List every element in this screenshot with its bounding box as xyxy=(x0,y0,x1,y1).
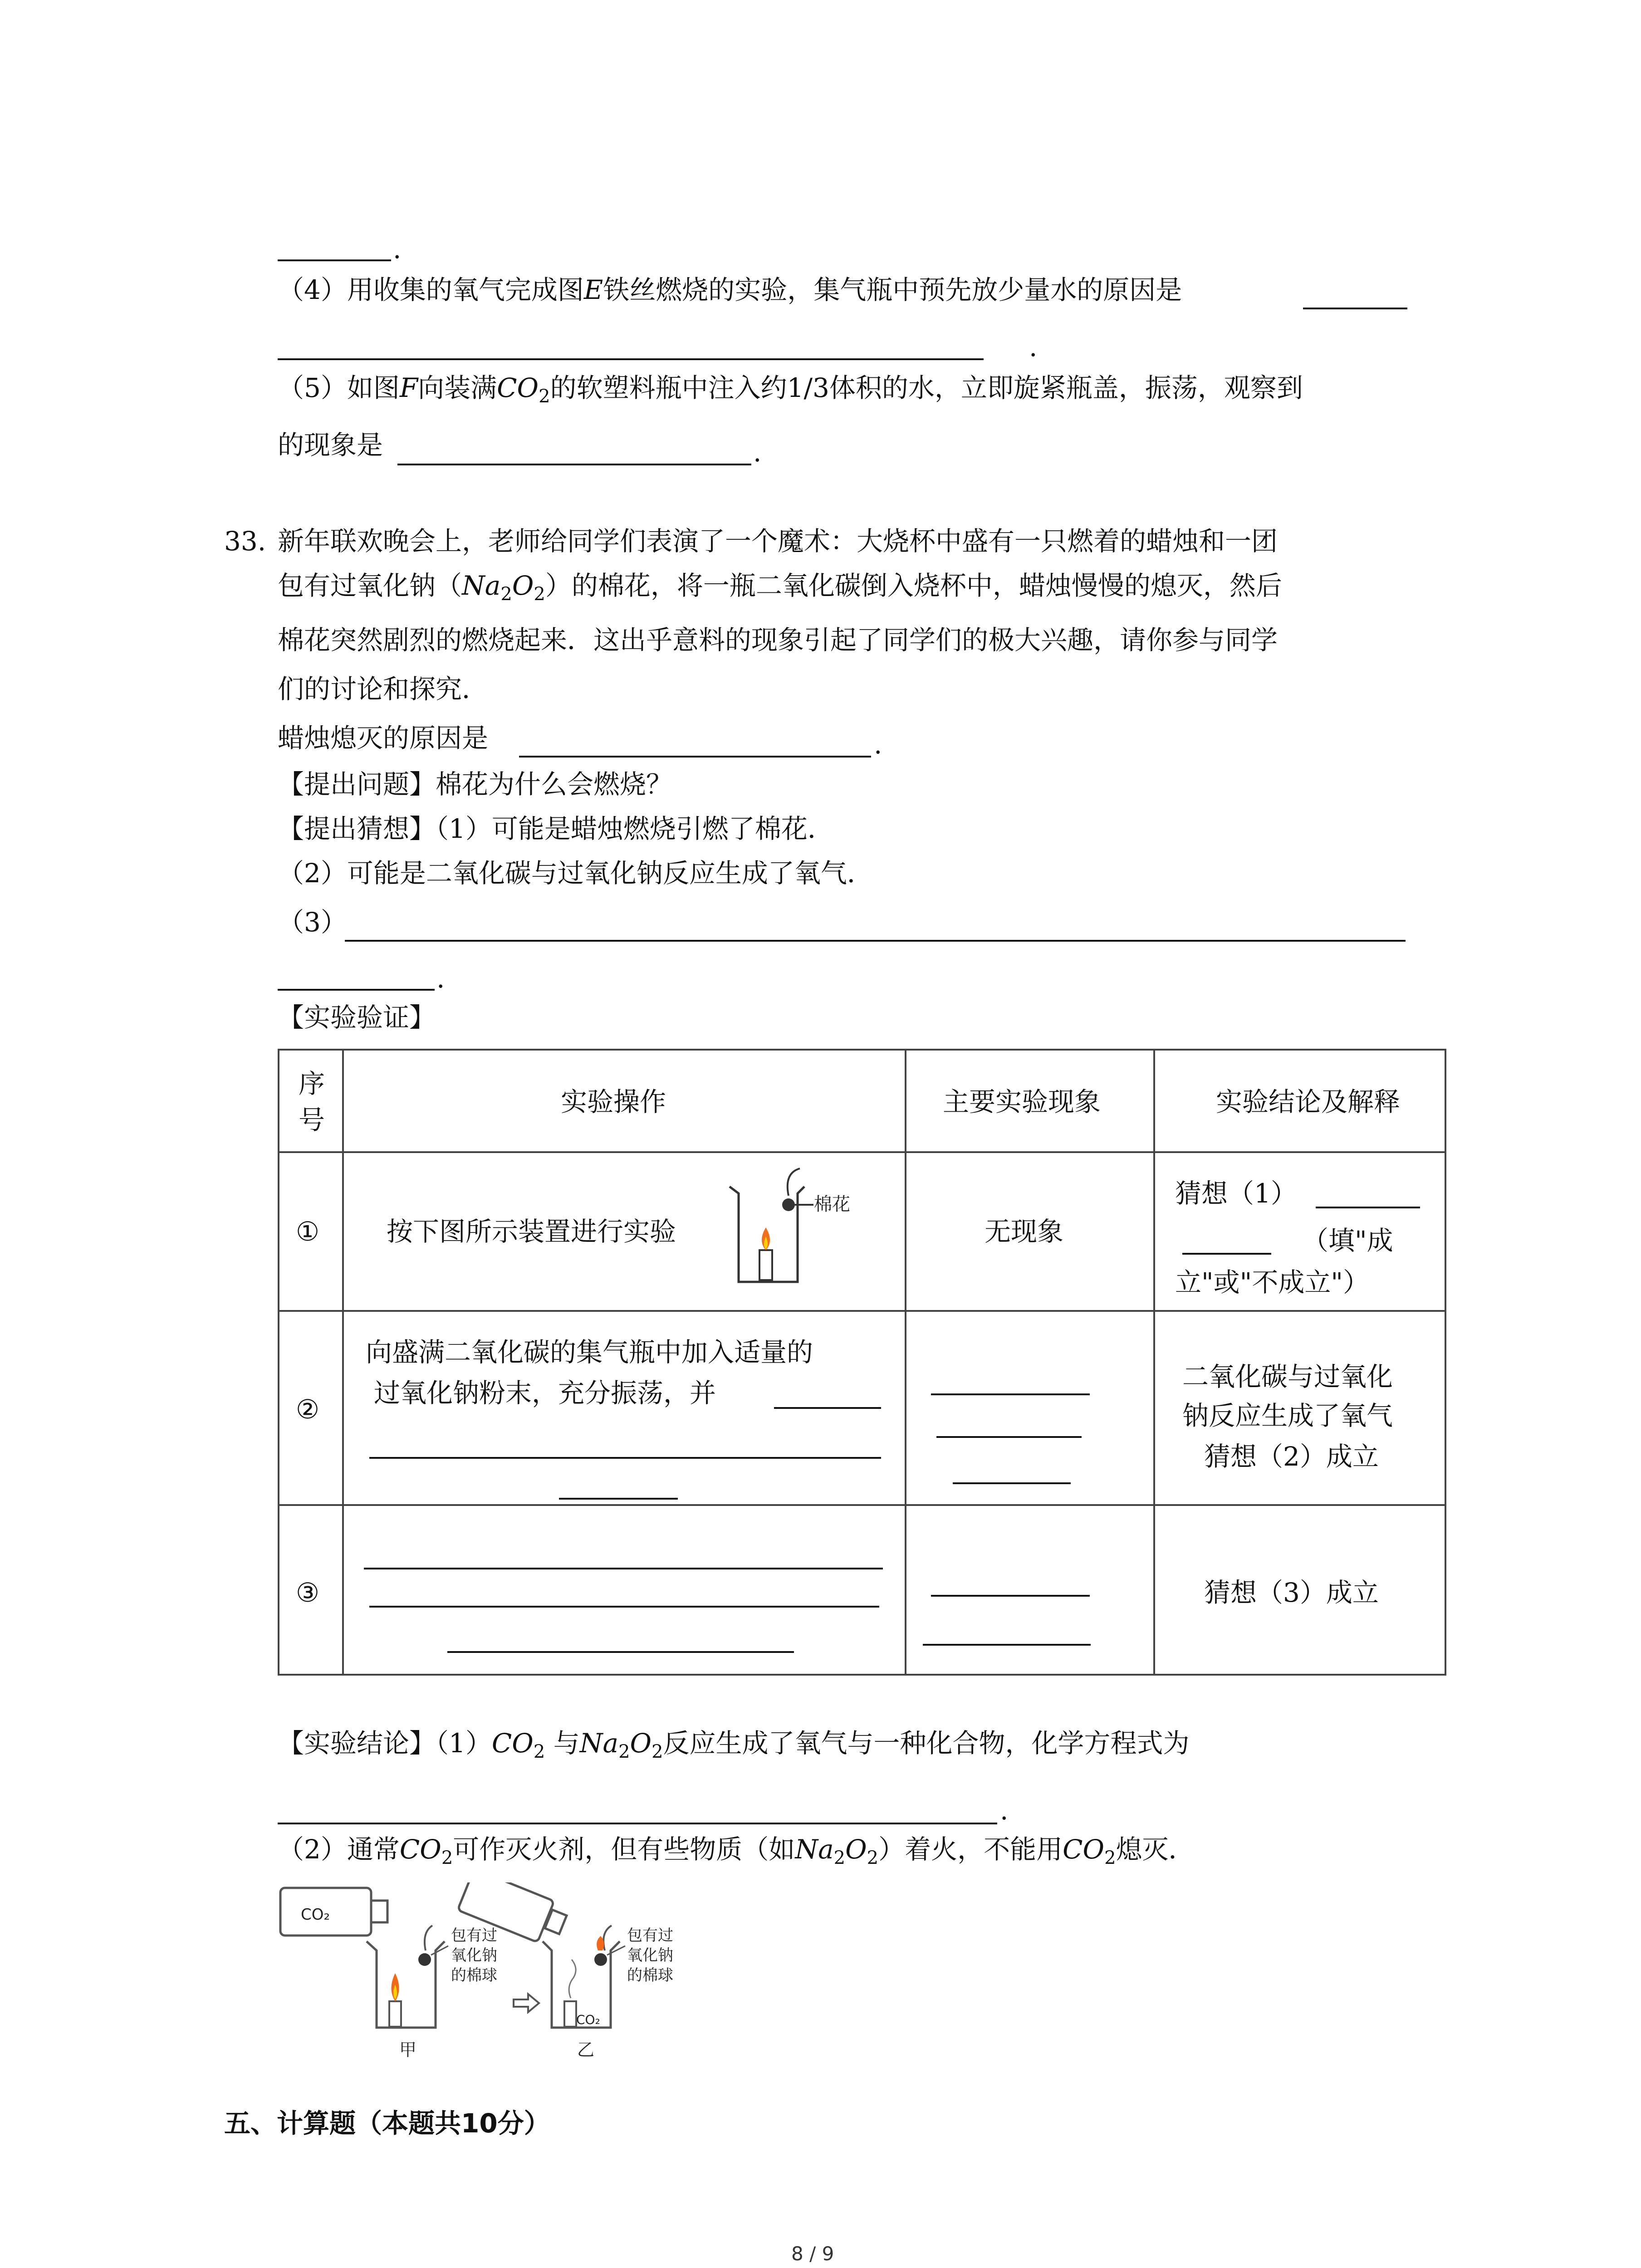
answer-blank[interactable] xyxy=(1182,1253,1271,1255)
answer-blank[interactable] xyxy=(447,1651,794,1653)
svg-text:包有过: 包有过 xyxy=(451,1926,497,1945)
svg-text:CO₂: CO₂ xyxy=(301,1906,330,1924)
q33-paragraph-1: 新年联欢晚会上，老师给同学们表演了一个魔术：大烧杯中盛有一只燃着的蜡烛和一团 xyxy=(278,526,1278,557)
header-seq: 序 xyxy=(299,1068,325,1099)
period: . xyxy=(874,729,882,760)
answer-blank[interactable] xyxy=(1303,308,1407,309)
row-number: ① xyxy=(296,1216,319,1247)
answer-blank[interactable] xyxy=(345,940,1406,942)
q33-paragraph-2: 包有过氧化钠$(Na_2O_2)$的棉花，将一瓶二氧化碳倒入烧杯中，蜡烛慢慢的熄灭，然后 xyxy=(278,570,1282,605)
raise-question: 【提出问题】棉花为什么会燃烧？ xyxy=(278,769,673,800)
co2-bottle-icon xyxy=(280,1888,387,1936)
question-number: 33. xyxy=(224,526,266,557)
row1-conclusion: 猜想（1） xyxy=(1175,1178,1297,1209)
svg-text:氧化钠: 氧化钠 xyxy=(451,1946,497,1965)
verify-heading: 【实验验证】 xyxy=(278,1002,436,1033)
answer-blank[interactable] xyxy=(369,1457,881,1459)
answer-blank[interactable] xyxy=(1316,1207,1420,1208)
answer-blank[interactable] xyxy=(278,989,435,991)
answer-blank[interactable] xyxy=(936,1436,1082,1438)
page-number: 8 / 9 xyxy=(791,2243,834,2265)
hypothesis-1: 【提出猜想】（1）可能是蜡烛燃烧引燃了棉花． xyxy=(278,813,834,844)
q4-text: （4）用收集的氧气完成图E铁丝燃烧的实验，集气瓶中预先放少量水的原因是 xyxy=(278,274,1182,305)
row1-conclusion-hint: 立"或"不成立"） xyxy=(1175,1267,1370,1298)
hypothesis-3: （3） xyxy=(278,907,347,938)
q5-text: （5）如图F向装满$CO_2$的软塑料瓶中注入约1/3体积的水，立即旋紧瓶盖，振荡，观察到 xyxy=(278,372,1303,407)
experiment-table xyxy=(278,1049,1446,1676)
period: . xyxy=(393,234,402,264)
row2-operation: 过氧化钠粉末，充分振荡，并 xyxy=(374,1378,716,1408)
row-number: ③ xyxy=(296,1577,319,1608)
row2-conclusion: 钠反应生成了氧气 xyxy=(1182,1400,1393,1431)
svg-text:的棉球: 的棉球 xyxy=(451,1966,497,1984)
row1-phenomenon: 无现象 xyxy=(985,1216,1064,1247)
label-yi: 乙 xyxy=(577,2040,595,2059)
row1-conclusion-hint: （填"成 xyxy=(1302,1225,1393,1256)
row2-conclusion: 二氧化碳与过氧化 xyxy=(1182,1361,1393,1392)
answer-blank[interactable] xyxy=(278,259,391,261)
answer-blank[interactable] xyxy=(519,756,871,758)
svg-text:包有过: 包有过 xyxy=(627,1926,673,1945)
row1-operation: 按下图所示装置进行实验 xyxy=(387,1216,676,1247)
answer-blank[interactable] xyxy=(774,1407,881,1409)
header-phenomenon: 主要实验现象 xyxy=(943,1086,1101,1117)
period: . xyxy=(753,437,762,468)
candle-reason: 蜡烛熄灭的原因是 xyxy=(278,723,489,753)
row2-conclusion: 猜想（2）成立 xyxy=(1204,1441,1379,1472)
co2-pour-figure xyxy=(276,1882,730,2059)
answer-blank[interactable] xyxy=(559,1498,678,1500)
q33-paragraph-3: 棉花突然剧烈的燃烧起来．这出乎意料的现象引起了同学们的极大兴趣，请你参与同学 xyxy=(278,625,1278,655)
svg-text:的棉球: 的棉球 xyxy=(627,1966,673,1984)
label-jia: 甲 xyxy=(399,2040,417,2059)
period: . xyxy=(1029,332,1038,362)
q5-line2: 的现象是 xyxy=(278,430,383,460)
hypothesis-2: （2）可能是二氧化碳与过氧化钠反应生成了氧气． xyxy=(278,858,873,889)
header-conclusion: 实验结论及解释 xyxy=(1216,1086,1401,1117)
q33-paragraph-4: 们的讨论和探究． xyxy=(278,674,489,704)
answer-blank[interactable] xyxy=(931,1595,1090,1597)
conclusion-2: （2）通常$CO_2$可作灭火剂，但有些物质（如$Na_2O_2$）着火，不能用$CO_2$熄灭． xyxy=(278,1834,1195,1868)
answer-blank[interactable] xyxy=(278,358,984,360)
header-operation: 实验操作 xyxy=(561,1086,666,1117)
row2-operation: 向盛满二氧化碳的集气瓶中加入适量的 xyxy=(366,1337,813,1368)
beaker-candle-icon xyxy=(720,1159,857,1295)
answer-blank[interactable] xyxy=(953,1482,1071,1484)
header-seq: 号 xyxy=(299,1105,325,1135)
svg-text:CO₂: CO₂ xyxy=(576,2012,600,2027)
svg-text:氧化钠: 氧化钠 xyxy=(627,1946,673,1965)
answer-blank[interactable] xyxy=(369,1606,879,1608)
row3-conclusion: 猜想（3）成立 xyxy=(1204,1577,1379,1608)
answer-blank[interactable] xyxy=(923,1644,1091,1646)
answer-blank[interactable] xyxy=(364,1568,883,1569)
period: . xyxy=(1000,1795,1009,1826)
section-heading: 五、计算题（本题共10分） xyxy=(224,2108,550,2139)
answer-blank[interactable] xyxy=(278,1823,997,1824)
cotton-label: 棉花 xyxy=(814,1194,850,1215)
answer-blank[interactable] xyxy=(397,464,751,465)
row-number: ② xyxy=(296,1394,319,1425)
conclusion-1: 【实验结论】$(1)CO_2$ 与$Na_2O_2$反应生成了氧气与一种化合物，化学方程式为 xyxy=(278,1728,1190,1762)
period: . xyxy=(436,963,445,994)
answer-blank[interactable] xyxy=(931,1393,1090,1395)
